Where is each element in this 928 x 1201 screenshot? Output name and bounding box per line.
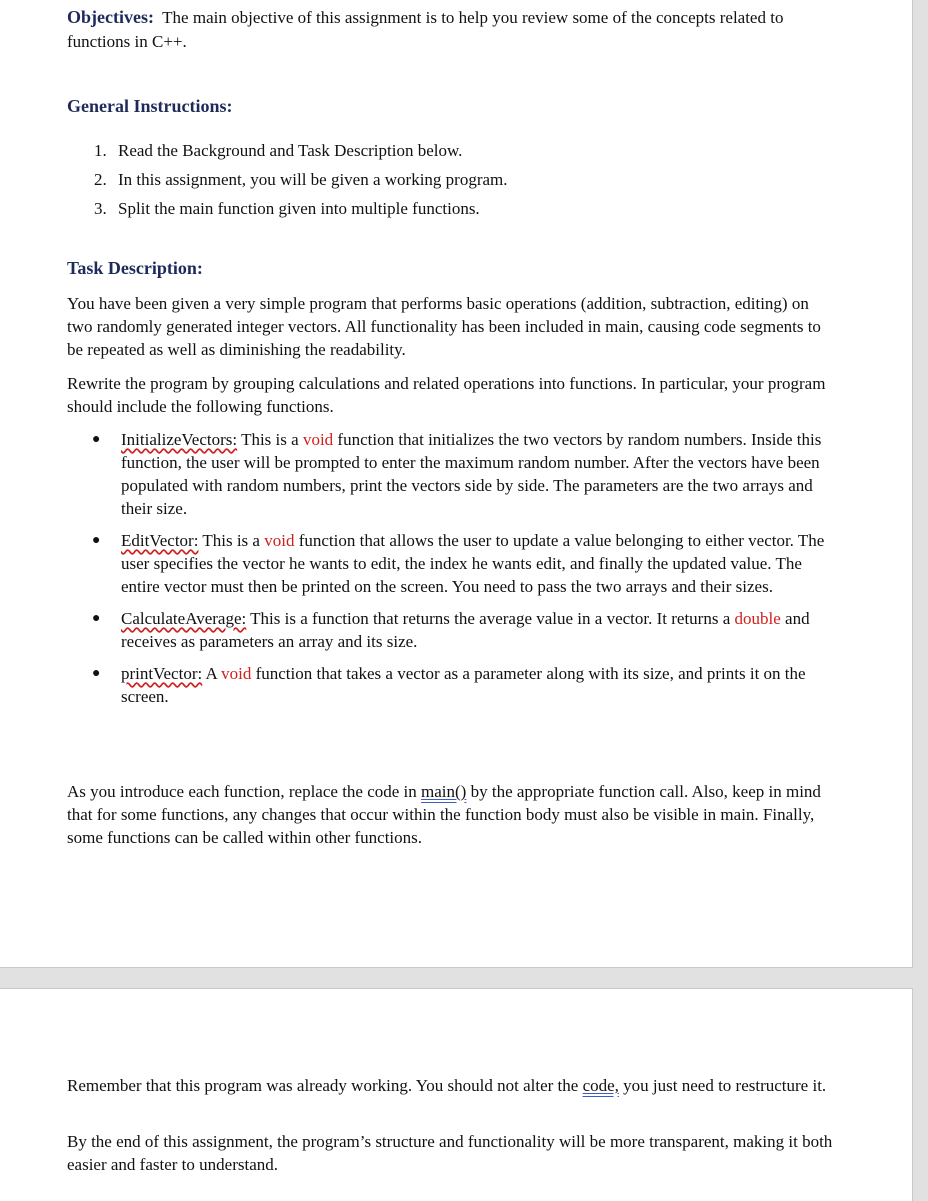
functions-list — [87, 428, 832, 717]
function-text: This is a function that returns the average value in a vector. It returns a — [246, 609, 735, 628]
keyword: void — [264, 531, 295, 550]
main-reference: main() — [421, 782, 467, 801]
list-number: 3. — [94, 199, 107, 218]
function-text: function that initializes the two vectors by random numbers. Inside this function, the user will be prompted to enter the maximum random number. After the vectors have been populated with random numbers, print the vectors side by side. The parameters are the two arrays and their size. — [121, 430, 822, 518]
code-reference: code, — [582, 1076, 619, 1095]
objectives-text: The main objective of this assignment is to help you review some of the concepts related to functions in C++. — [67, 8, 784, 51]
list-item-text: In this assignment, you will be given a working program. — [118, 170, 508, 189]
function-item-print — [87, 662, 832, 708]
function-text: function that allows the user to update a value belonging to either vector. The user specifies the vector he wants to edit, the index he wants edit, and finally the updated value. The entire vector must then be printed on the screen. You need to pass the two arrays and their sizes. — [121, 531, 825, 596]
bullet-icon: ● — [92, 666, 101, 681]
task-paragraph-1: You have been given a very simple program that performs basic operations (addition, subtraction, editing) on two randomly generated integer vectors. All functionality has been included in main, causing code segments to be repeated as well as diminishing the readability. — [67, 294, 821, 359]
list-item-text: Read the Background and Task Description below. — [118, 141, 463, 160]
task-description-heading: Task Description: — [67, 258, 203, 278]
general-instructions-heading: General Instructions: — [67, 96, 233, 116]
paragraph-text: you just need to restructure it. — [618, 1076, 827, 1095]
function-text: This is a — [198, 531, 265, 550]
instructions-list — [94, 136, 508, 223]
paragraph-text: by the appropriate function call. Also, keep in mind that for some functions, any changes that occur within the function body must also be visible in main. Finally, some functions can be called within other functions. — [67, 782, 821, 847]
document-page-2 — [0, 988, 913, 1201]
objectives-label: Objectives: — [67, 7, 154, 27]
paragraph-text: Remember that this program was already working. You should not alter the — [67, 1076, 583, 1095]
bullet-icon: ● — [92, 432, 101, 447]
page2-paragraph-1 — [67, 1074, 837, 1097]
page2-paragraph-2: By the end of this assignment, the program’s structure and functionality will be more transparent, making it both easier and faster to understand. — [67, 1132, 833, 1174]
function-name: printVector: — [121, 664, 203, 683]
function-item-average — [87, 607, 832, 653]
function-item-edit — [87, 529, 832, 598]
task-paragraph-3 — [67, 780, 837, 849]
keyword: void — [302, 430, 334, 449]
function-text: This is a — [237, 430, 303, 449]
function-name: EditVector: — [121, 531, 199, 550]
list-number: 2. — [94, 170, 107, 189]
bullet-icon: ● — [92, 611, 101, 626]
list-item — [94, 194, 508, 223]
keyword: double — [734, 609, 781, 628]
function-text: and receives as parameters an array and its size. — [121, 609, 810, 651]
function-name: InitializeVectors: — [121, 430, 238, 449]
list-item-text: Split the main function given into multiple functions. — [118, 199, 480, 218]
list-item — [94, 136, 508, 165]
task-paragraph-2: Rewrite the program by grouping calculations and related operations into functions. In particular, your program should include the following functions. — [67, 374, 826, 416]
list-number: 1. — [94, 141, 107, 160]
bullet-icon: ● — [92, 533, 101, 548]
objectives-paragraph — [67, 5, 837, 54]
function-name: CalculateAverage: — [121, 609, 247, 628]
paragraph-text: As you introduce each function, replace the code in — [67, 782, 422, 801]
function-item-initialize — [87, 428, 832, 520]
function-text: A — [202, 664, 222, 683]
list-item — [94, 165, 508, 194]
keyword: void — [221, 664, 252, 683]
function-text: function that takes a vector as a parameter along with its size, and prints it on the screen. — [121, 664, 806, 706]
